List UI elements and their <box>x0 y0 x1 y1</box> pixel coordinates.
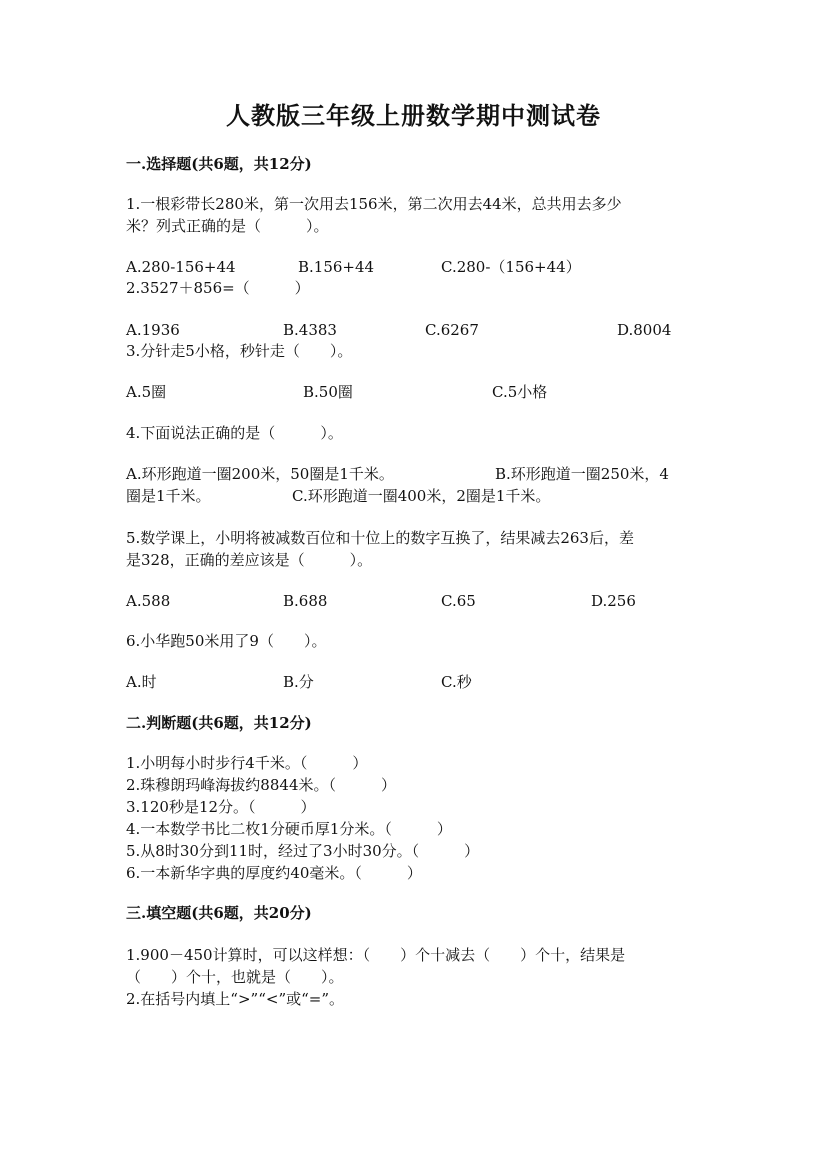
question-text: 米？列式正确的是（ ）。 <box>126 217 329 235</box>
judge-item: 4.一本数学书比二枚1分硬币厚1分米。（ ） <box>126 820 452 838</box>
option-c: C.65 <box>441 592 476 610</box>
option-a: A.5圈 <box>126 383 167 401</box>
option-d: D.8004 <box>617 321 672 339</box>
judge-item: 6.一本新华字典的厚度约40毫米。（ ） <box>126 864 422 882</box>
option-c: C.280-（156+44） <box>441 258 581 276</box>
section-heading-fill: 三.填空题(共6题，共20分) <box>126 904 312 922</box>
fill-item: 2.在括号内填上“>”“<”或“=”。 <box>126 990 345 1008</box>
option-c: C.环形跑道一圈400米，2圈是1千米。 <box>292 487 551 505</box>
exam-title: 人教版三年级上册数学期中测试卷 <box>226 101 601 130</box>
option-c: C.6267 <box>425 321 479 339</box>
option-b: B.156+44 <box>298 258 375 276</box>
fill-item: 1.900－450计算时，可以这样想：（ ）个十减去（ ）个十，结果是 <box>126 946 626 964</box>
option-d: D.256 <box>591 592 636 610</box>
option-a: A.时 <box>126 673 157 691</box>
option-a: A.588 <box>126 592 171 610</box>
judge-item: 2.珠穆朗玛峰海拔约8844米。（ ） <box>126 776 396 794</box>
option-b: B.50圈 <box>303 383 353 401</box>
section-heading-judge: 二.判断题(共6题，共12分) <box>126 714 312 732</box>
option-b: B.688 <box>283 592 328 610</box>
question-text: 6.小华跑50米用了9（ ）。 <box>126 632 327 650</box>
judge-item: 3.120秒是12分。（ ） <box>126 798 316 816</box>
option-c: C.5小格 <box>492 383 548 401</box>
question-text: 4.下面说法正确的是（ ）。 <box>126 424 343 442</box>
question-text: 2.3527＋856=（ ） <box>126 279 310 297</box>
fill-item: （ ）个十，也就是（ ）。 <box>126 968 344 986</box>
option-a: A.环形跑道一圈200米，50圈是1千米。 <box>126 465 394 483</box>
option-b: B.分 <box>283 673 314 691</box>
option-b: B.环形跑道一圈250米，4 <box>495 465 669 483</box>
question-text: 5.数学课上，小明将被减数百位和十位上的数字互换了，结果减去263后，差 <box>126 529 634 547</box>
question-text: 1.一根彩带长280米，第一次用去156米，第二次用去44米，总共用去多少 <box>126 195 622 213</box>
option-c: C.秒 <box>441 673 472 691</box>
question-text: 是328，正确的差应该是（ ）。 <box>126 551 373 569</box>
judge-item: 5.从8时30分到11时，经过了3小时30分。（ ） <box>126 842 480 860</box>
judge-item: 1.小明每小时步行4千米。（ ） <box>126 754 368 772</box>
option-b: B.4383 <box>283 321 337 339</box>
option-a: A.1936 <box>126 321 180 339</box>
section-heading-choice: 一.选择题(共6题，共12分) <box>126 155 312 173</box>
option-a: A.280-156+44 <box>126 258 236 276</box>
option-b-continued: 圈是1千米。 <box>126 487 211 505</box>
question-text: 3.分针走5小格，秒针走（ ）。 <box>126 342 353 360</box>
